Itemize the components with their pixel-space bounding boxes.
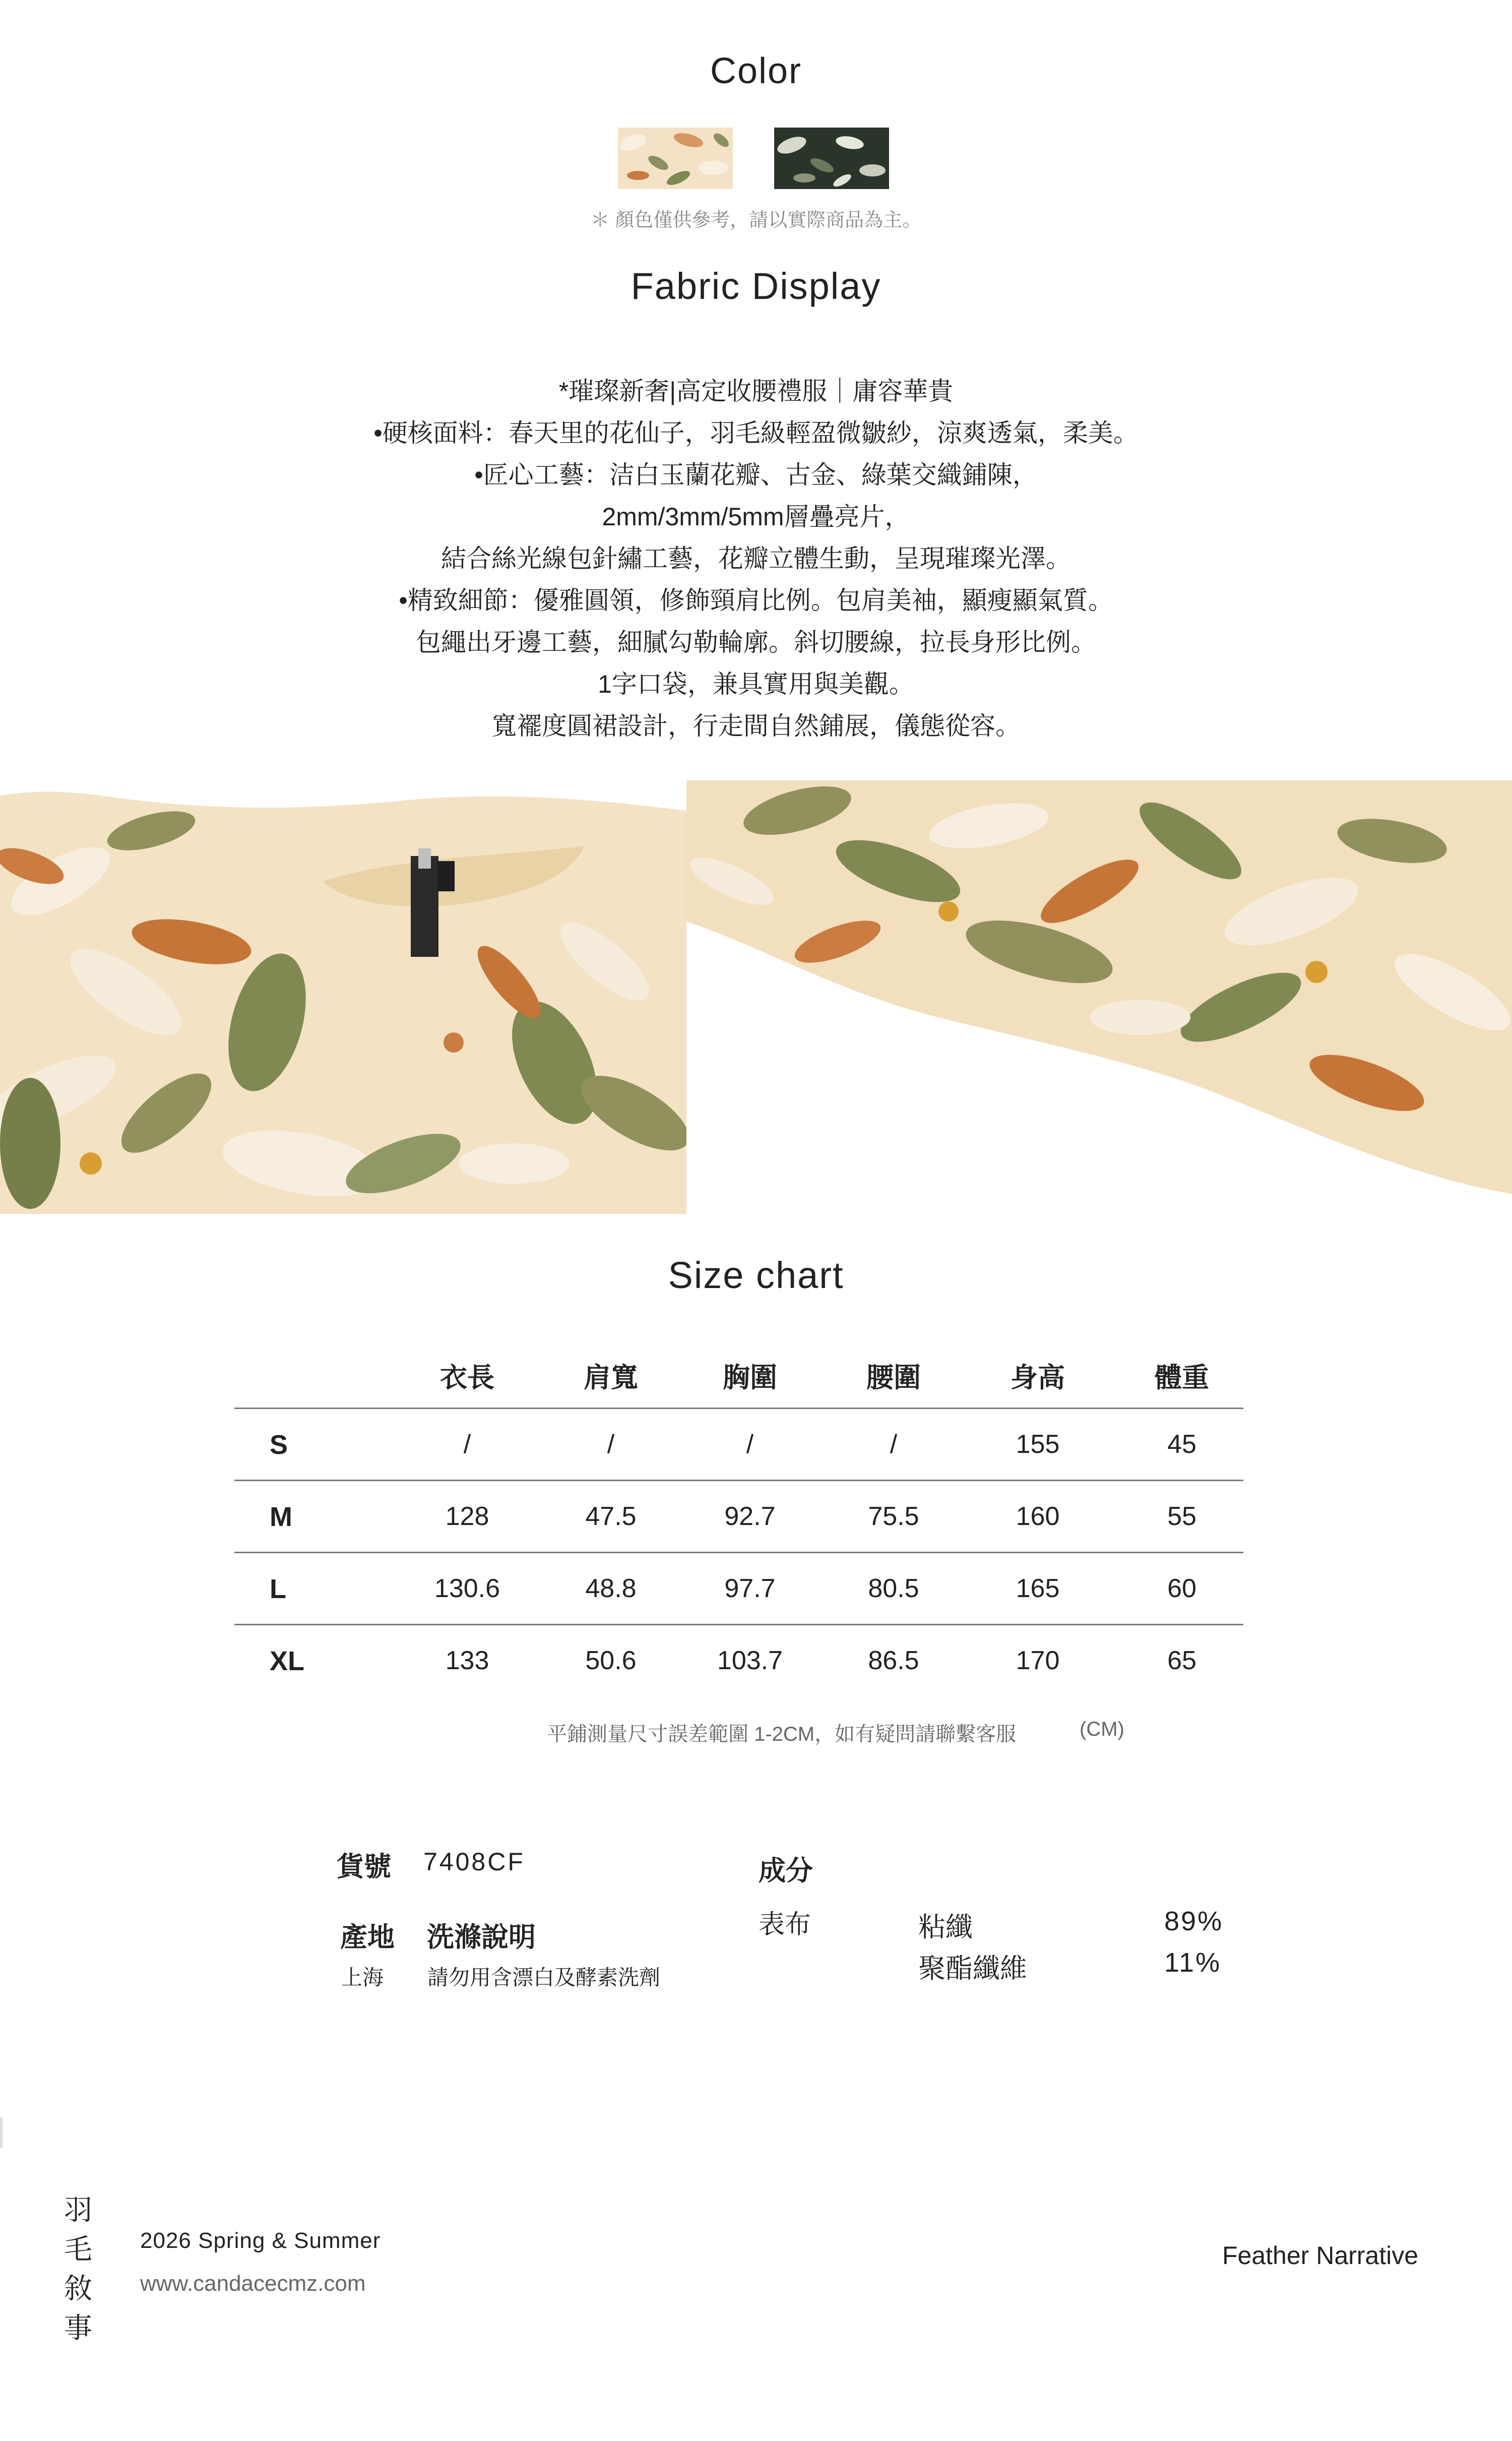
website-link[interactable]: www.candacecmz.com bbox=[140, 2271, 366, 2296]
table-cell: 65 bbox=[1167, 1646, 1196, 1675]
size-label: L bbox=[270, 1574, 286, 1604]
description-line: 結合絲光線包針繡工藝，花瓣立體生動，呈現璀璨光澤。 bbox=[441, 544, 1071, 573]
table-cell: 80.5 bbox=[868, 1574, 919, 1603]
table-cell: 75.5 bbox=[868, 1502, 919, 1531]
table-cell: 55 bbox=[1167, 1502, 1196, 1531]
hem-photo-image bbox=[686, 780, 1512, 1214]
table-cell: 130.6 bbox=[434, 1574, 500, 1603]
table-row bbox=[234, 1552, 1243, 1624]
table-cell: 50.6 bbox=[585, 1646, 637, 1675]
vertical-brand-name bbox=[63, 2190, 93, 2348]
material-name: 聚酯纖維 bbox=[918, 1954, 1027, 1984]
description-line: 1字口袋，兼具實用與美觀。 bbox=[598, 670, 914, 698]
column-header: 肩寬 bbox=[584, 1363, 638, 1393]
color-section-title: Color bbox=[710, 51, 802, 91]
brand-char: 毛 bbox=[64, 2233, 92, 2265]
description-line: *璀璨新奢|高定收腰禮服｜庸容華貴 bbox=[558, 377, 954, 405]
color-swatch-dark-floral[interactable] bbox=[774, 128, 889, 189]
table-cell: 103.7 bbox=[717, 1646, 783, 1675]
color-swatch-light-floral[interactable] bbox=[618, 128, 733, 189]
table-cell: / bbox=[607, 1430, 615, 1459]
size-label: S bbox=[270, 1430, 288, 1460]
table-cell: / bbox=[463, 1430, 471, 1459]
table-row bbox=[234, 1408, 1243, 1480]
description-line: 寬襬度圓裙設計，行走間自然鋪展，儀態從容。 bbox=[491, 712, 1021, 740]
description-line: 2mm/3mm/5mm層疊亮片， bbox=[602, 503, 910, 531]
fabric-description bbox=[0, 371, 1512, 747]
material-percent: 11% bbox=[1164, 1947, 1222, 1978]
composition-label: 成分 bbox=[759, 1856, 813, 1886]
column-header: 衣長 bbox=[440, 1363, 494, 1393]
table-cell: 86.5 bbox=[868, 1646, 919, 1675]
table-cell: 60 bbox=[1167, 1574, 1196, 1603]
table-cell: 155 bbox=[1016, 1430, 1060, 1459]
brand-char: 事 bbox=[64, 2312, 92, 2344]
table-cell: 48.8 bbox=[585, 1574, 637, 1603]
table-cell: 97.7 bbox=[724, 1574, 776, 1603]
origin-label: 產地 bbox=[340, 1922, 395, 1952]
size-chart-title: Size chart bbox=[668, 1254, 844, 1296]
column-header: 腰圍 bbox=[866, 1363, 921, 1393]
description-line: •硬核面料：春天里的花仙子，羽毛級輕盈微皺紗，涼爽透氣，柔美。 bbox=[373, 419, 1139, 447]
neckline-photo-image bbox=[0, 780, 686, 1214]
edge-divider bbox=[0, 2117, 3, 2148]
swatch-dark-floral-image bbox=[774, 128, 889, 189]
origin-value: 上海 bbox=[341, 1966, 384, 1989]
table-cell: / bbox=[746, 1430, 754, 1459]
table-cell: 165 bbox=[1016, 1574, 1060, 1603]
table-row bbox=[234, 1480, 1243, 1552]
column-header: 胸圍 bbox=[723, 1363, 777, 1393]
size-label: XL bbox=[270, 1646, 305, 1676]
fabric-section-title: Fabric Display bbox=[631, 265, 881, 307]
fabric-photo-neckline bbox=[0, 780, 686, 1214]
swatch-light-floral-image bbox=[618, 128, 733, 189]
column-header: 體重 bbox=[1155, 1363, 1209, 1393]
table-row bbox=[234, 1624, 1243, 1696]
brand-char: 敘 bbox=[64, 2273, 92, 2304]
material-name: 粘纖 bbox=[918, 1912, 973, 1942]
sku-value: 7408CF bbox=[423, 1848, 525, 1876]
table-cell: / bbox=[890, 1430, 898, 1459]
measurement-note: 平鋪測量尺寸誤差範圍 1-2CM，如有疑問請聯繫客服 bbox=[547, 1723, 1017, 1745]
table-cell: 47.5 bbox=[585, 1502, 637, 1531]
description-line: 包繩出牙邊工藝，細膩勾勒輪廓。斜切腰線，拉長身形比例。 bbox=[416, 628, 1096, 656]
brand-char: 羽 bbox=[64, 2194, 92, 2226]
size-label: M bbox=[270, 1502, 292, 1532]
care-label: 洗滌說明 bbox=[427, 1922, 536, 1952]
table-cell: 128 bbox=[445, 1502, 489, 1531]
collection-name: Feather Narrative bbox=[1222, 2241, 1419, 2270]
measurement-unit: (CM) bbox=[1080, 1718, 1124, 1740]
column-header: 身高 bbox=[1011, 1363, 1065, 1393]
description-line: •匠心工藝：洁白玉蘭花瓣、古金、綠葉交織鋪陳， bbox=[474, 461, 1038, 489]
table-cell: 170 bbox=[1016, 1646, 1060, 1675]
sku-label: 貨號 bbox=[337, 1852, 391, 1882]
size-table-header bbox=[234, 1341, 1243, 1408]
care-value: 請勿用含漂白及酵素洗劑 bbox=[427, 1966, 661, 1989]
table-cell: 133 bbox=[445, 1646, 489, 1675]
size-table bbox=[234, 1341, 1243, 1696]
season-label: 2026 Spring & Summer bbox=[140, 2228, 381, 2253]
table-cell: 160 bbox=[1016, 1502, 1060, 1531]
table-cell: 45 bbox=[1167, 1430, 1196, 1459]
material-percent: 89% bbox=[1164, 1906, 1224, 1936]
fabric-label: 表布 bbox=[759, 1910, 811, 1939]
color-disclaimer: ＊ 顏色僅供參考，請以實際商品為主。 bbox=[590, 210, 922, 231]
table-cell: 92.7 bbox=[724, 1502, 776, 1531]
description-line: •精致細節：優雅圓領，修飾頸肩比例。包肩美袖，顯瘦顯氣質。 bbox=[399, 586, 1113, 615]
fabric-photo-hem bbox=[686, 780, 1512, 1214]
